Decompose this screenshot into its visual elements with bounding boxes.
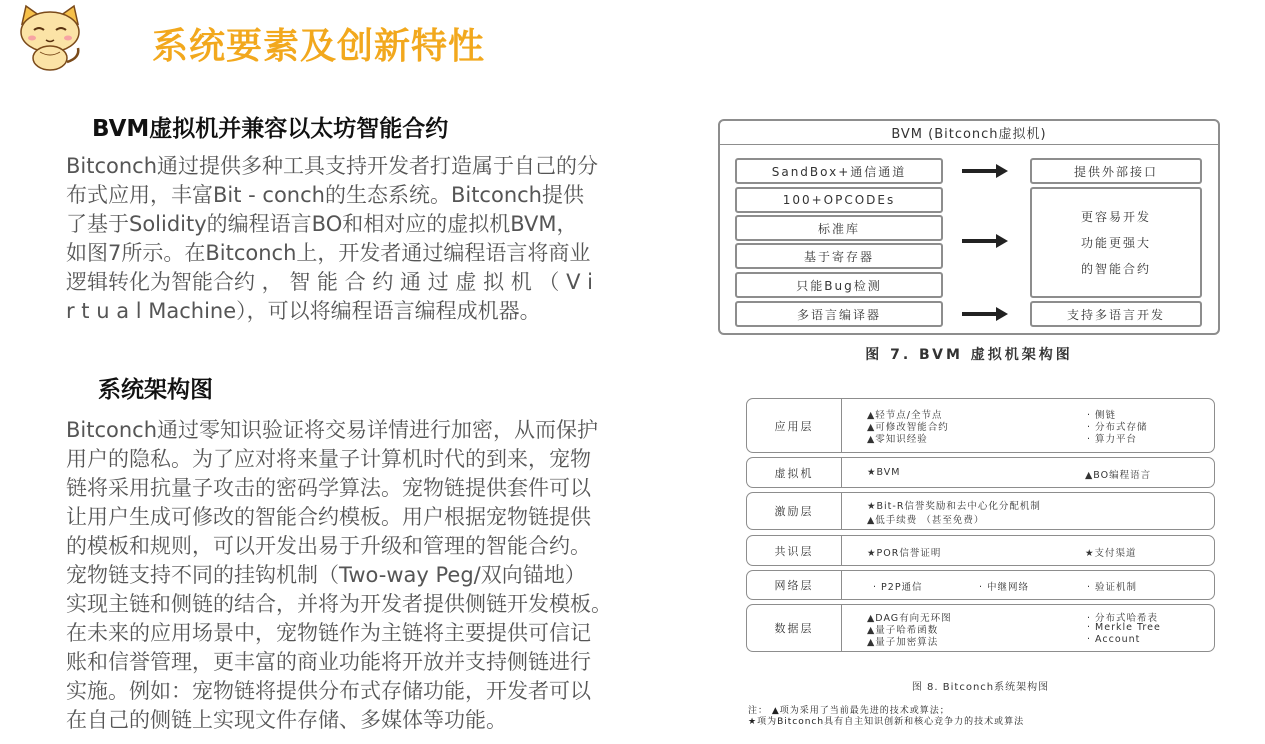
paragraph-line: 实现主链和侧链的结合，并将为开发者提供侧链开发模板。 <box>66 592 612 616</box>
incentive-layer <box>746 492 1215 530</box>
architecture-figure-caption: 图 8. Bitconch系统架构图 <box>911 682 1050 693</box>
stdlib-box: 标准库 <box>735 215 943 241</box>
paragraph-line: 了基于Solidity的编程语言BO和相对应的虚拟机BVM， <box>66 212 578 236</box>
layer-item: ▲轻节点/全节点 <box>867 410 943 421</box>
right-arrow-icon <box>962 164 1008 178</box>
bvm-section-paragraph <box>66 152 656 326</box>
application-layer <box>746 398 1215 453</box>
architecture-section-paragraph <box>66 416 666 735</box>
paragraph-line: Bitconch通过零知识验证将交易详情进行加密，从而保护 <box>66 418 599 442</box>
bvm-architecture-figure <box>718 119 1220 335</box>
paragraph-line: 如图7所示。在Bitconch上，开发者通过编程语言将商业 <box>66 241 591 265</box>
layer-item: ★支付渠道 <box>1085 548 1137 559</box>
paragraph-line: 逻辑转化为智能合约 ， 智 能 合 约 通 过 虚 拟 机 （ V i <box>66 270 593 294</box>
paragraph-line: 宠物链支持不同的挂钩机制（Two-way Peg/双向锚地） <box>66 563 586 587</box>
bug-detection-box: 只能Bug检测 <box>735 272 943 298</box>
multilang-dev-box: 支持多语言开发 <box>1030 301 1202 327</box>
layer-name: 虚拟机 <box>747 458 842 487</box>
architecture-section-heading: 系统架构图 <box>98 377 213 403</box>
smart-contract-benefits-box <box>1030 187 1202 298</box>
paragraph-line: 的模板和规则，可以开发出易于升级和管理的智能合约。 <box>66 534 591 558</box>
bvm-figure-caption: 图 7. BVM 虚拟机架构图 <box>865 347 1073 363</box>
layer-item: · Account <box>1087 634 1141 645</box>
layer-item: · 分布式哈希表 <box>1087 613 1159 624</box>
layer-item: ▲BO编程语言 <box>1085 470 1152 481</box>
consensus-layer <box>746 535 1215 566</box>
paragraph-line: 链将采用抗量子攻击的密码学算法。宠物链提供套件可以 <box>66 476 591 500</box>
figure-note: 注： ▲项为采用了当前最先进的技术或算法； <box>748 706 950 716</box>
paragraph-line: 账和信誉管理，更丰富的商业功能将开放并支持侧链进行 <box>66 650 591 674</box>
benefit-line: 的智能合约 <box>1080 261 1151 276</box>
layer-item: · 分布式存储 <box>1087 422 1148 433</box>
benefit-line: 更容易开发 <box>1080 209 1151 224</box>
register-box: 基于寄存器 <box>735 243 943 269</box>
paragraph-line: 用户的隐私。为了应对将来量子计算机时代的到来，宠物 <box>66 447 591 471</box>
paragraph-line: 在自己的侧链上实现文件存储、多媒体等功能。 <box>66 708 507 732</box>
layer-name: 网络层 <box>747 571 842 599</box>
paragraph-line: r t u a l Machine），可以将编程语言编程成机器。 <box>66 299 541 323</box>
paragraph-line: 布式应用，丰富Bit - conch的生态系统。Bitconch提供 <box>66 183 584 207</box>
paragraph-line: 实施。例如：宠物链将提供分布式存储功能，开发者可以 <box>66 679 591 703</box>
bvm-section-heading: BVM虚拟机并兼容以太坊智能合约 <box>92 116 449 142</box>
page-title: 系统要素及创新特性 <box>152 26 486 67</box>
bvm-figure-title: BVM (Bitconch虚拟机) <box>891 127 1047 142</box>
figure-note: ★项为Bitconch具有自主知识创新和核心竞争力的技术或算法 <box>748 717 1025 727</box>
layer-item: · P2P通信 <box>873 582 923 593</box>
external-interface-box: 提供外部接口 <box>1030 158 1202 184</box>
layer-item: ▲量子哈希函数 <box>867 625 939 636</box>
paragraph-line: 让用户生成可修改的智能合约模板。用户根据宠物链提供 <box>66 505 591 529</box>
virtual-machine-layer <box>746 457 1215 488</box>
paragraph-line: Bitconch通过提供多种工具支持开发者打造属于自己的分 <box>66 154 599 178</box>
layer-item: ★POR信誉证明 <box>867 548 942 559</box>
network-layer <box>746 570 1215 600</box>
data-layer <box>746 604 1215 652</box>
sandbox-box: SandBox+通信通道 <box>735 158 943 184</box>
layer-name: 数据层 <box>747 605 842 651</box>
bvm-figure-divider <box>720 144 1218 145</box>
layer-item: · 算力平台 <box>1087 434 1138 445</box>
paragraph-line: 在未来的应用场景中，宠物链作为主链将主要提供可信记 <box>66 621 591 645</box>
layer-name: 激励层 <box>747 493 842 529</box>
layer-name: 共识层 <box>747 536 842 565</box>
layer-item: ▲量子加密算法 <box>867 637 939 648</box>
layer-item: · Merkle Tree <box>1087 622 1161 633</box>
right-arrow-icon <box>962 234 1008 248</box>
layer-item: ▲可修改智能合约 <box>867 422 949 433</box>
layer-item: · 中继网络 <box>979 582 1030 593</box>
layer-item: ▲低手续费 （甚至免费） <box>867 515 985 526</box>
opcodes-box: 100+OPCODEs <box>735 187 943 213</box>
layer-name: 应用层 <box>747 399 842 452</box>
layer-item: ★BVM <box>867 467 901 478</box>
benefit-line: 功能更强大 <box>1080 235 1151 250</box>
layer-item: · 侧链 <box>1087 410 1117 421</box>
layer-item: ★Bit-R信誉奖励和去中心化分配机制 <box>867 501 1041 512</box>
layer-item: ▲零知识经验 <box>867 434 928 445</box>
multilang-compiler-box: 多语言编译器 <box>735 301 943 327</box>
cat-mascot-icon <box>12 2 88 72</box>
layer-item: · 验证机制 <box>1087 582 1138 593</box>
right-arrow-icon <box>962 307 1008 321</box>
layer-item: ▲DAG有向无环图 <box>867 613 952 624</box>
